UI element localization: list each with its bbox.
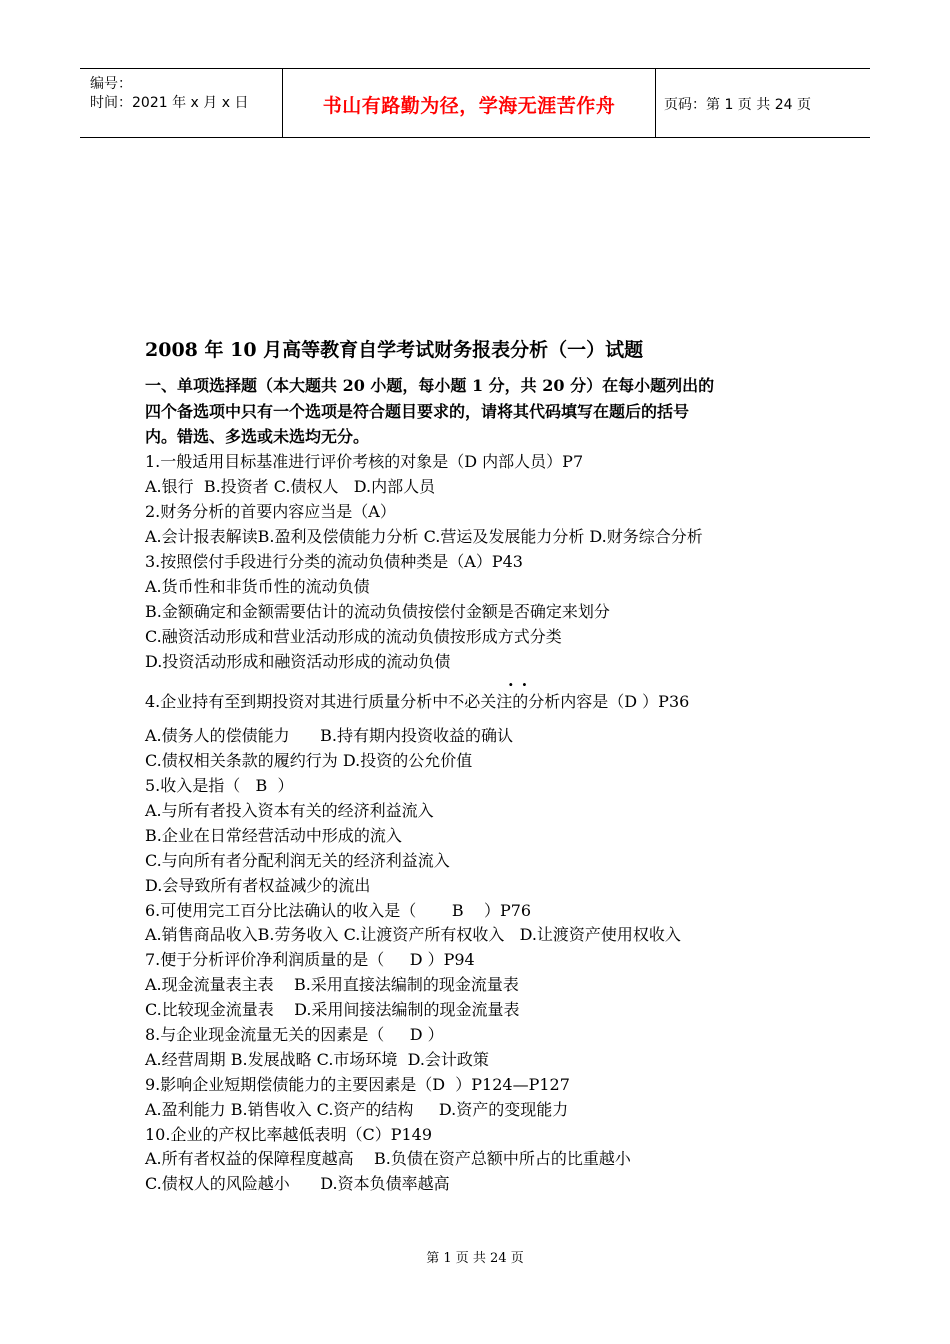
option-line: B.企业在日常经营活动中形成的流入 xyxy=(145,826,402,845)
option-line: C.债权人的风险越小 D.资本负债率越高 xyxy=(145,1174,450,1193)
option-line: D.会导致所有者权益减少的流出 xyxy=(145,876,371,895)
header-meta-cell xyxy=(80,69,283,137)
option-line: A.所有者权益的保障程度越高 B.负债在资产总额中所占的比重越小 xyxy=(145,1149,631,1168)
question-line: 4.企业持有至到期投资对其进行质量分析中不必关注的分析内容是（D ）P36 xyxy=(145,692,690,711)
section-instructions-2: 四个备选项中只有一个选项是符合题目要求的，请将其代码填写在题后的括号 xyxy=(145,402,690,421)
header-page-info: 页码：第 1 页 共 24 页 xyxy=(664,97,811,113)
option-line: A.盈利能力 B.销售收入 C.资产的结构 D.资产的变现能力 xyxy=(145,1100,569,1119)
doc-number-label: 编号： xyxy=(90,76,132,92)
option-line: C.与向所有者分配利润无关的经济利益流入 xyxy=(145,851,450,870)
header-motto-cell xyxy=(283,69,656,137)
header-page-cell xyxy=(656,69,870,137)
doc-time-label: 时间：2021 年 x 月 x 日 xyxy=(90,95,249,111)
question-line: 10.企业的产权比率越低表明（C）P149 xyxy=(145,1125,432,1144)
question-line: 6.可使用完工百分比法确认的收入是（ B ）P76 xyxy=(145,901,532,920)
question-line: 9.影响企业短期偿债能力的主要因素是（D ）P124—P127 xyxy=(145,1075,570,1094)
option-line: B.金额确定和金额需要估计的流动负债按偿付金额是否确定来划分 xyxy=(145,602,610,621)
option-line: A.销售商品收入B.劳务收入 C.让渡资产所有权收入 D.让渡资产使用权收入 xyxy=(145,925,681,944)
page-header xyxy=(80,68,870,138)
question-line: 5.收入是指（ B ） xyxy=(145,776,294,795)
page-footer: 第 1 页 共 24 页 xyxy=(426,1251,524,1266)
option-line: A.现金流量表主表 B.采用直接法编制的现金流量表 xyxy=(145,975,519,994)
question-line: 3.按照偿付手段进行分类的流动负债种类是（A）P43 xyxy=(145,552,523,571)
option-line: D.投资活动形成和融资活动形成的流动负债 xyxy=(145,652,451,671)
option-line: A.会计报表解读B.盈利及偿债能力分析 C.营运及发展能力分析 D.财务综合分析 xyxy=(145,527,703,546)
option-line: A.与所有者投入资本有关的经济利益流入 xyxy=(145,801,434,820)
option-line: A.经营周期 B.发展战略 C.市场环境 D.会计政策 xyxy=(145,1050,489,1069)
emphasis-dots: .. xyxy=(508,671,536,690)
option-line: C.融资活动形成和营业活动形成的流动负债按形成方式分类 xyxy=(145,627,562,646)
option-line: A.银行 B.投资者 C.债权人 D.内部人员 xyxy=(145,477,436,496)
option-line: C.比较现金流量表 D.采用间接法编制的现金流量表 xyxy=(145,1000,520,1019)
question-line: 8.与企业现金流量无关的因素是（ D ） xyxy=(145,1025,444,1044)
section-instructions-1: 一、单项选择题（本大题共 20 小题，每小题 1 分，共 20 分）在每小题列出的 xyxy=(145,376,715,395)
option-line: A.债务人的偿债能力 B.持有期内投资收益的确认 xyxy=(145,726,514,745)
option-line: C.债权相关条款的履约行为 D.投资的公允价值 xyxy=(145,751,473,770)
question-line: 7.便于分析评价净利润质量的是（ D ）P94 xyxy=(145,950,475,969)
question-line: 1.一般适用目标基准进行评价考核的对象是（D 内部人员）P7 xyxy=(145,452,584,471)
section-instructions-3: 内。错选、多选或未选均无分。 xyxy=(145,427,370,446)
header-motto: 书山有路勤为径，学海无涯苦作舟 xyxy=(322,95,616,117)
question-line: 2.财务分析的首要内容应当是（A） xyxy=(145,502,396,521)
document-title: 2008 年 10 月高等教育自学考试财务报表分析（一）试题 xyxy=(145,339,644,361)
option-line: A.货币性和非货币性的流动负债 xyxy=(145,577,370,596)
